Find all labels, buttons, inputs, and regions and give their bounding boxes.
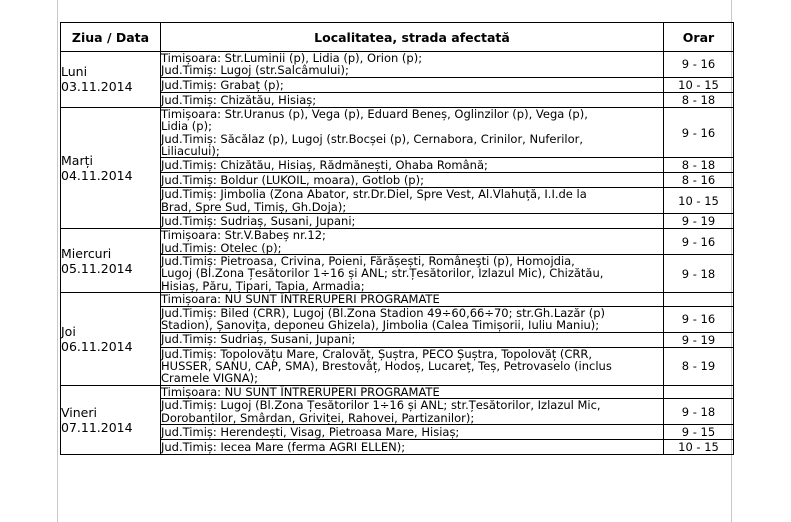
- header-location: Localitatea, strada afectată: [161, 23, 664, 52]
- location-line: Timișoara: NU SUNT ÎNTRERUPERI PROGRAMATE: [161, 292, 440, 307]
- location-line: Hisiaș, Păru, Țipari, Tapia, Armadia;: [161, 278, 365, 293]
- location-line: Lidia (p);: [161, 119, 212, 134]
- hours-cell: 9 - 18: [664, 255, 734, 293]
- location-cell: [161, 188, 664, 214]
- day-cell: [61, 293, 161, 385]
- location-cell: [161, 77, 664, 92]
- location-line: Timișoara: Str.Uranus (p), Vega (p), Eduard Beneș, Oglinzilor (p), Vega (p),: [161, 106, 588, 121]
- hours-cell: 8 - 18: [664, 92, 734, 107]
- location-cell: [161, 347, 664, 385]
- table-row: [61, 293, 734, 306]
- table-row: [61, 439, 734, 454]
- location-cell: [161, 107, 664, 158]
- location-line: Jud.Timiș: Otelec (p);: [161, 240, 282, 255]
- table-row: [61, 158, 734, 173]
- location-line: Jud.Timiș: Boldur (LUKOIL, moara), Gotlob (p);: [161, 173, 424, 188]
- location-line: Jud.Timiș: Săcălaz (p), Lugoj (str.Bocșei (p), Cernabora, Crinilor, Nuferilor,: [161, 131, 584, 146]
- hours-cell: 9 - 16: [664, 52, 734, 78]
- location-line: Jud.Timiș: Pietroasa, Crivina, Poieni, Fărășești, Româneşti (p), Homojdia,: [161, 254, 575, 269]
- location-cell: [161, 424, 664, 439]
- location-cell: [161, 255, 664, 293]
- hours-cell: 9 - 16: [664, 306, 734, 332]
- location-line: Jud.Timiș: Chizătău, Hisiaș;: [161, 92, 317, 107]
- hours-cell: 9 - 16: [664, 229, 734, 255]
- hours-cell: 8 - 18: [664, 158, 734, 173]
- day-cell: [61, 52, 161, 108]
- location-line: Timișoara: Str.V.Babeș nr.12;: [161, 228, 326, 243]
- hours-cell: 10 - 15: [664, 439, 734, 454]
- header-hours: Orar: [664, 23, 734, 52]
- location-line: Stadion), Șanovița, deponeu Ghizela), Jimbolia (Calea Timișorii, Iuliu Maniu);: [161, 318, 600, 333]
- location-line: Jud.Timiș: Jimbolia (Zona Abator, str.Dr.Diel, Spre Vest, Al.Vlahuță, I.I.de la: [161, 187, 587, 202]
- location-line: Jud.Timiș: Sudriaș, Susani, Jupani;: [161, 332, 356, 347]
- table-row: [61, 188, 734, 214]
- hours-cell: [664, 385, 734, 398]
- table-row: [61, 107, 734, 158]
- location-line: Brad, Spre Sud, Timiș, Gh.Doja);: [161, 199, 347, 214]
- header-row: [61, 23, 734, 52]
- day-name: Miercuri: [61, 245, 112, 261]
- day-date: 06.11.2014: [61, 339, 133, 354]
- day-name: Luni: [61, 64, 88, 80]
- hours-cell: 9 - 19: [664, 332, 734, 347]
- hours-cell: 10 - 15: [664, 77, 734, 92]
- day-date: 03.11.2014: [61, 79, 133, 95]
- location-cell: [161, 214, 664, 229]
- day-name: Marți: [61, 153, 93, 169]
- table-row: [61, 399, 734, 425]
- table-row: [61, 229, 734, 255]
- outage-schedule-table: [60, 22, 734, 455]
- day-date: 07.11.2014: [61, 419, 133, 435]
- location-cell: [161, 229, 664, 255]
- location-line: Jud.Timiș: Chizătău, Hisiaș, Rădmănești, Ohaba Română;: [161, 158, 488, 173]
- hours-cell: [664, 293, 734, 306]
- location-cell: [161, 399, 664, 425]
- header-day: Ziua / Data: [61, 23, 161, 52]
- hours-cell: 8 - 19: [664, 347, 734, 385]
- table-row: [61, 92, 734, 107]
- location-cell: [161, 158, 664, 173]
- location-line: Dorobanților, Smârdan, Griviței, Rahovei, Partizanilor);: [161, 410, 475, 425]
- location-cell: [161, 306, 664, 332]
- location-line: Jud.Timiș: Grabaț (p);: [161, 77, 284, 92]
- table-row: [61, 385, 734, 398]
- location-cell: [161, 293, 664, 306]
- table-row: [61, 173, 734, 188]
- hours-cell: 9 - 15: [664, 424, 734, 439]
- location-cell: [161, 173, 664, 188]
- table-row: [61, 332, 734, 347]
- day-cell: [61, 229, 161, 293]
- hours-cell: 9 - 16: [664, 107, 734, 158]
- location-line: Cramele VIGNA);: [161, 371, 259, 386]
- location-line: Jud.Timiș: Biled (CRR), Lugoj (Bl.Zona Stadion 49÷60,66÷70; str.Gh.Lazăr (p): [161, 305, 606, 320]
- hours-cell: 9 - 19: [664, 214, 734, 229]
- day-name: Joi: [61, 324, 76, 339]
- table-row: [61, 52, 734, 78]
- location-line: Lugoj (Bl.Zona Țesătorilor 1÷16 și ANL; str.Țesătorilor, Izlazul Mic), Chizătău,: [161, 266, 604, 281]
- location-line: Jud.Timiș: Lugoj (Bl.Zona Țesătorilor 1÷16 și ANL; str.Țesătorilor, Izlazul Mic,: [161, 398, 601, 413]
- location-cell: [161, 92, 664, 107]
- location-line: Jud.Timiș: Herendești, Visag, Pietroasa Mare, Hisiaș;: [161, 424, 460, 439]
- table-row: [61, 424, 734, 439]
- table-row: [61, 77, 734, 92]
- location-line: Jud.Timiș: Sudriaș, Susani, Jupani;: [161, 214, 356, 229]
- table-row: [61, 214, 734, 229]
- location-line: Jud.Timiș: Topolovățu Mare, Cralovăț, Șuștra, PECO Șuștra, Topolovăț (CRR,: [161, 346, 593, 361]
- location-line: Liliacului);: [161, 144, 220, 159]
- page-edge-left: [57, 0, 58, 522]
- table-row: [61, 306, 734, 332]
- location-cell: [161, 52, 664, 78]
- location-cell: [161, 332, 664, 347]
- location-line: HUSSER, SANU, CAP, SMA), Brestovăț, Hodoș, Lucareț, Teș, Petrovaselo (inclus: [161, 358, 612, 373]
- hours-cell: 10 - 15: [664, 188, 734, 214]
- location-line: Jud.Timiș: Iecea Mare (ferma AGRI ELLEN);: [161, 439, 406, 454]
- day-name: Vineri: [61, 404, 97, 420]
- hours-cell: 8 - 16: [664, 173, 734, 188]
- table-row: [61, 347, 734, 385]
- location-line: Timișoara: Str.Luminii (p), Lidia (p), Orion (p);: [161, 51, 423, 65]
- hours-cell: 9 - 18: [664, 399, 734, 425]
- location-line: Timișoara: NU SUNT ÎNTRERUPERI PROGRAMATE: [161, 384, 440, 399]
- table-row: [61, 255, 734, 293]
- location-cell: [161, 439, 664, 454]
- location-line: Jud.Timiș: Lugoj (str.Salcâmului);: [161, 63, 349, 78]
- day-date: 04.11.2014: [61, 168, 133, 184]
- location-cell: [161, 385, 664, 398]
- day-cell: [61, 107, 161, 228]
- day-date: 05.11.2014: [61, 260, 133, 276]
- day-cell: [61, 385, 161, 454]
